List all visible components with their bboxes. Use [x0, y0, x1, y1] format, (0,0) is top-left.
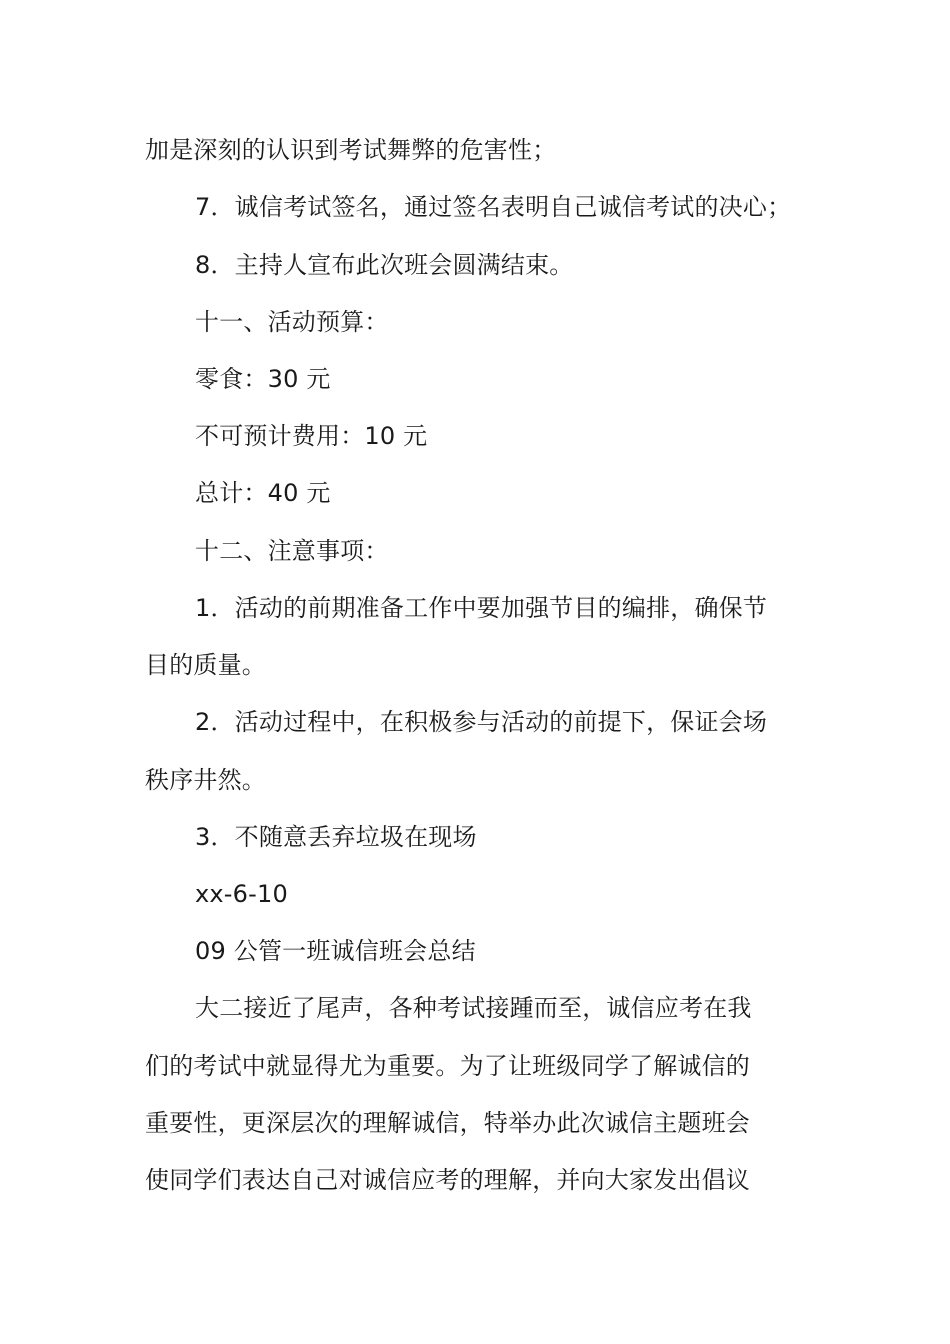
text-line: 们的考试中就显得尤为重要。为了让班级同学了解诚信的: [145, 1052, 750, 1080]
text-line: 目的质量。: [145, 651, 266, 679]
text-line: 8．主持人宣布此次班会圆满结束。: [195, 251, 574, 279]
text-line: 2．活动过程中，在积极参与活动的前提下，保证会场: [195, 708, 768, 736]
text-line: 大二接近了尾声，各种考试接踵而至，诚信应考在我: [195, 994, 752, 1022]
budget-total: 总计：40 元: [195, 479, 331, 507]
text-line: 加是深刻的认识到考试舞弊的危害性；: [145, 136, 557, 164]
budget-item: 零食：30 元: [195, 365, 331, 393]
text-line: 3．不随意丢弃垃圾在现场: [195, 823, 477, 851]
text-line: 使同学们表达自己对诚信应考的理解，并向大家发出倡议: [145, 1166, 750, 1194]
text-line: 重要性，更深层次的理解诚信，特举办此次诚信主题班会: [145, 1109, 750, 1137]
section-heading: 十一、活动预算：: [195, 308, 389, 336]
text-line: 7．诚信考试签名，通过签名表明自己诚信考试的决心；: [195, 193, 792, 221]
budget-item: 不可预计费用：10 元: [195, 422, 428, 450]
section-heading: 十二、注意事项：: [195, 537, 389, 565]
date-line: xx-6-10: [195, 880, 288, 908]
text-line: 1．活动的前期准备工作中要加强节目的编排，确保节: [195, 594, 768, 622]
text-line: 秩序井然。: [145, 766, 266, 794]
document-title: 09 公管一班诚信班会总结: [195, 937, 476, 965]
